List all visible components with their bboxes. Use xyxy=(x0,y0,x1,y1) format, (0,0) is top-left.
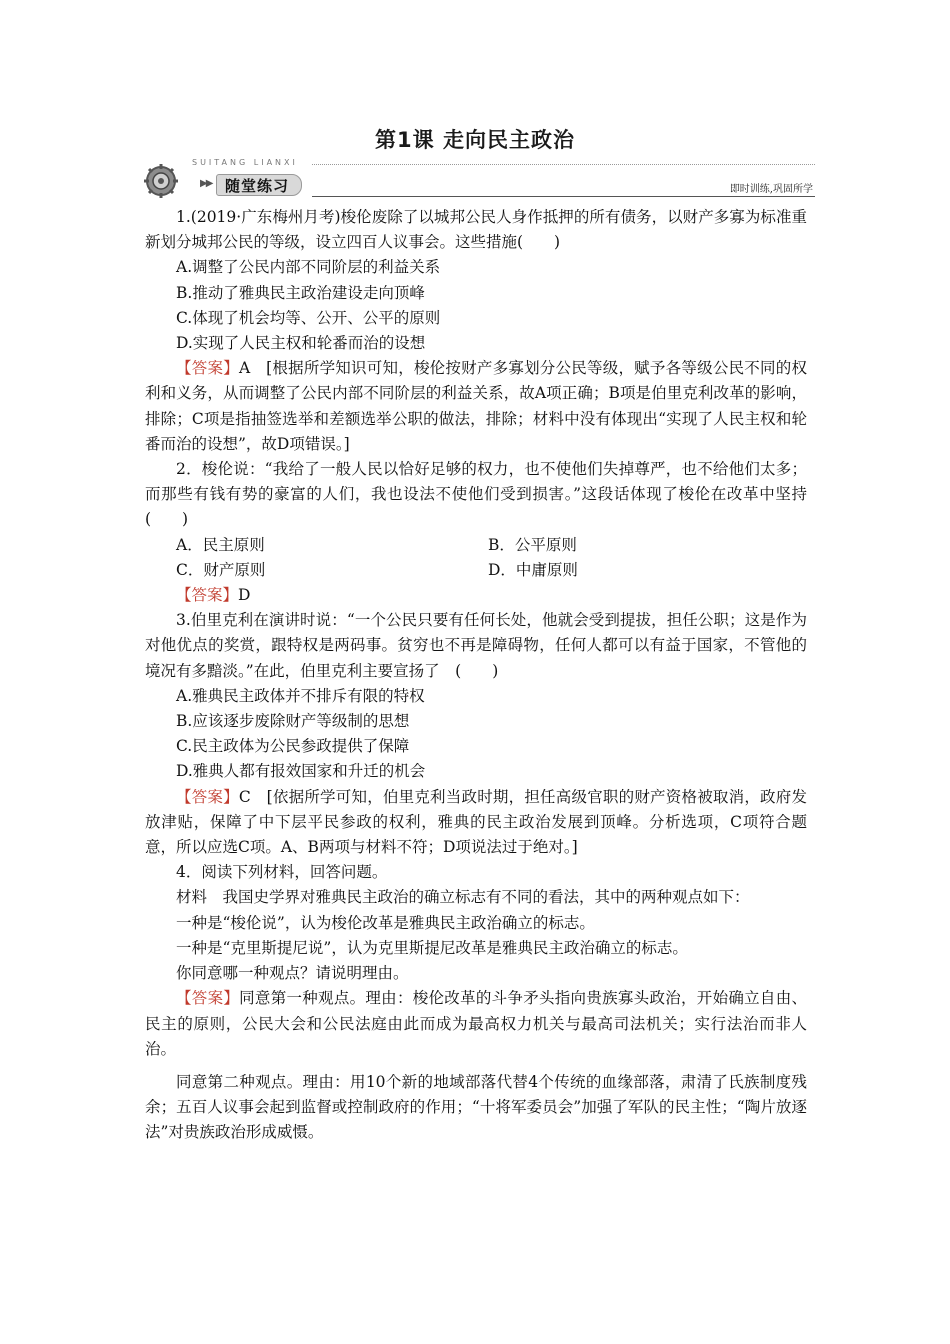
double-arrow-icon: ▶▶ xyxy=(200,178,212,189)
question-2-option-d: D．中庸原则 xyxy=(488,560,578,579)
answer-tag: 【答案】 xyxy=(176,787,239,806)
question-2-stem: 2．梭伦说：“我给了一般人民以恰好足够的权力，也不使他们失掉尊严，也不给他们太多；而那些有钱有势的豪富的人们，我也设法不使他们受到损害。”这段话体现了梭伦在改革中坚持( ) xyxy=(145,460,807,529)
answer-tag: 【答案】 xyxy=(176,989,240,1008)
question-4-answer-1-text: 同意第一种观点。理由：梭伦改革的斗争矛头指向贵族寡头政治，开始确立自由、民主的原则，公民大会和公民法庭由此而成为最高权力机关与最高司法机关；实行法治而非人治。 xyxy=(145,989,807,1058)
question-1-option-a: A.调整了公民内部不同阶层的利益关系 xyxy=(176,258,441,277)
question-3-option-b: B.应该逐步废除财产等级制的思想 xyxy=(176,712,410,731)
question-4-answer-2: 同意第二种观点。理由：用10个新的地域部落代替4个传统的血缘部落，肃清了氏族制度残余；五百人议事会起到监督或控制政府的作用；“十将军委员会”加强了军队的民主性；“陶片放逐法”对贵族政治形成威慑。 xyxy=(145,1072,807,1142)
question-3-option-c: C.民主政体为公民参政提供了保障 xyxy=(176,737,410,756)
question-1-option-c: C.体现了机会均等、公开、公平的原则 xyxy=(176,308,441,327)
paragraph-gap xyxy=(145,1062,807,1070)
answer-tag: 【答案】 xyxy=(176,586,239,605)
gear-icon xyxy=(144,164,178,198)
question-4-material: 材料 我国史学界对雅典民主政治的确立标志有不同的看法，其中的两种观点如下： xyxy=(176,888,750,907)
question-3-option-a: A.雅典民主政体并不排斥有限的特权 xyxy=(176,686,425,705)
question-1-option-b: B.推动了雅典民主政治建设走向顶峰 xyxy=(176,283,425,302)
section-banner xyxy=(140,156,815,200)
question-1-answer-text: A [根据所学知识可知，梭伦按财产多寡划分公民等级，赋予各等级公民不同的权利和义务，从而调整了公民内部不同阶层的利益关系，故A项正确；B项是伯里克利改革的影响，排除；C项是指抽签选举和差额选举公职的做法，排除；材料中没有体现出“实现了人民主权和轮番而治的设想”，故D项错误。] xyxy=(145,359,807,453)
question-2-answer xyxy=(145,583,807,608)
question-4-answer-1 xyxy=(145,986,807,1062)
banner-tagline: 即时训练,巩固所学 xyxy=(729,184,813,195)
question-2-answer-text: D xyxy=(238,586,251,605)
question-3-option-d: D.雅典人都有报效国家和升迁的机会 xyxy=(176,762,426,781)
question-2-options-row-1 xyxy=(145,533,807,558)
question-1-answer xyxy=(145,356,807,457)
question-3-answer xyxy=(145,785,807,861)
question-4-view-2: 一种是“克里斯提尼说”，认为克里斯提尼改革是雅典民主政治确立的标志。 xyxy=(176,938,688,957)
banner-rule xyxy=(312,196,815,197)
question-4-view-1: 一种是“梭伦说”，认为梭伦改革是雅典民主政治确立的标志。 xyxy=(176,913,595,932)
lesson-title: 第1课 走向民主政治 xyxy=(375,128,575,152)
question-2-option-c: C．财产原则 xyxy=(176,560,266,579)
question-4-stem: 4．阅读下列材料，回答问题。 xyxy=(176,863,388,882)
banner-dotted-rule xyxy=(312,164,815,165)
question-1-stem: 1.(2019·广东梅州月考)梭伦废除了以城邦公民人身作抵押的所有债务，以财产多寡为标准重新划分城邦公民的等级，设立四百人议事会。这些措施( ) xyxy=(145,208,807,252)
exercise-content xyxy=(145,205,807,1146)
banner-label: 随堂练习 xyxy=(216,174,302,196)
answer-tag: 【答案】 xyxy=(176,359,239,378)
question-2-options-row-2 xyxy=(145,558,807,583)
question-1-option-d: D.实现了人民主权和轮番而治的设想 xyxy=(176,334,426,353)
question-2-option-a: A．民主原则 xyxy=(176,535,265,554)
question-3-answer-text: C [依据所学可知，伯里克利当政时期，担任高级官职的财产资格被取消，政府发放津贴，保障了中下层平民参政的权利，雅典的民主政治发展到顶峰。分析选项，C项符合题意，所以应选C项。A、B两项与材料不符；D项说法过于绝对。] xyxy=(145,787,807,857)
banner-english-label: SUITANG LIANXI xyxy=(192,158,298,167)
question-2-option-b: B．公平原则 xyxy=(488,535,577,554)
question-3-stem: 3.伯里克利在演讲时说：“一个公民只要有任何长处，他就会受到提拔，担任公职；这是作为对他优点的奖赏，跟特权是两码事。贫穷也不再是障碍物，任何人都可以有益于国家，不管他的境况有多黯淡。”在此，伯里克利主要宣扬了 ( ) xyxy=(145,611,807,680)
question-4-question: 你同意哪一种观点？请说明理由。 xyxy=(176,964,409,983)
